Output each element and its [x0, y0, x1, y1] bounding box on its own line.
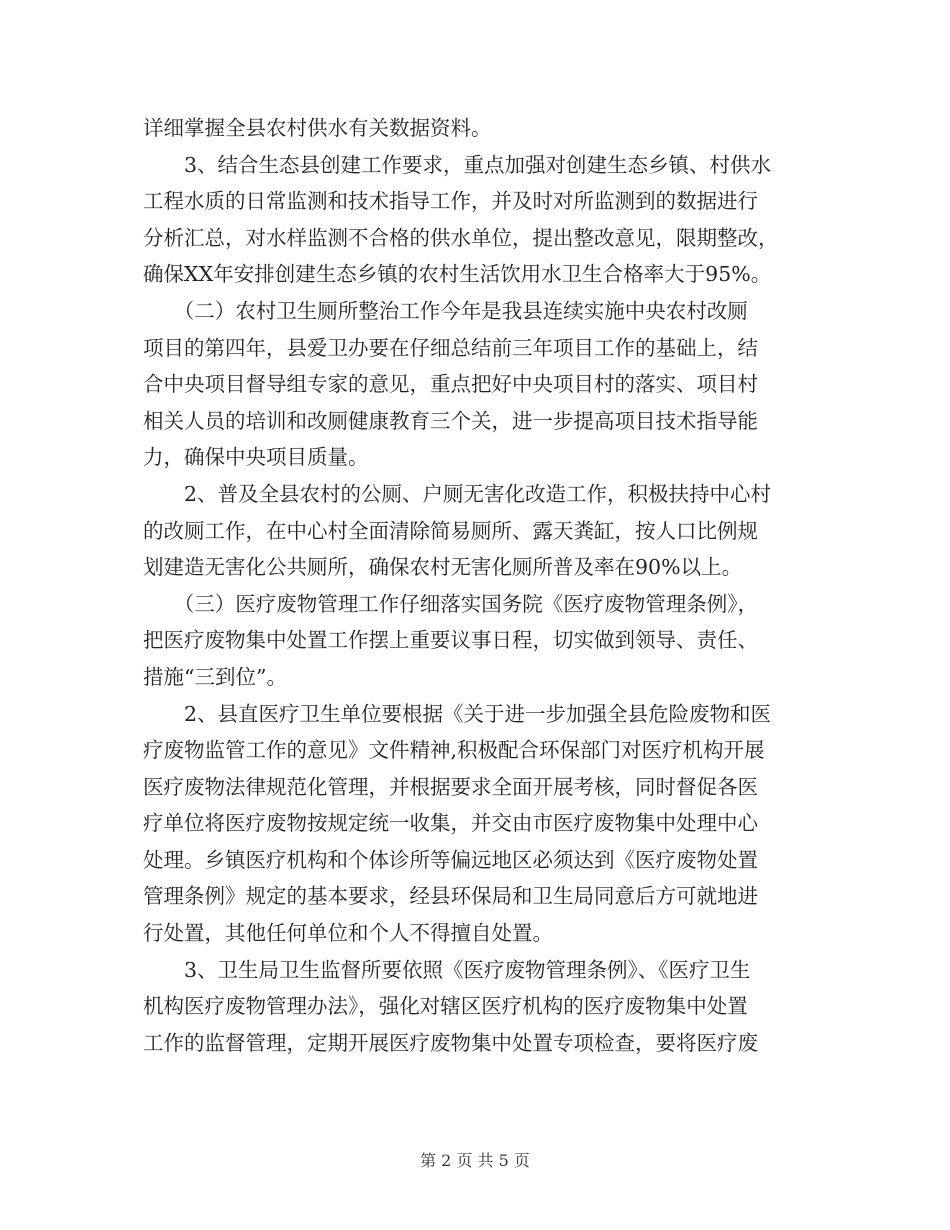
text-line: 把医疗废物集中处置工作摆上重要议事日程，切实做到领导、责任、: [143, 628, 758, 653]
text-line: （二）农村卫生厕所整治工作今年是我县连续实施中央农村改厕: [143, 298, 748, 323]
text-line: 3、结合生态县创建工作要求，重点加强对创建生态乡镇、村供水: [143, 152, 772, 177]
text-line: 项目的第四年，县爱卫办要在仔细总结前三年项目工作的基础上，结: [143, 335, 758, 360]
text-line: 工作的监督管理，定期开展医疗废物集中处置专项检查，要将医疗废: [143, 1030, 758, 1055]
text-line: 3、卫生局卫生监督所要依照《医疗废物管理条例》、《医疗卫生: [143, 957, 751, 982]
body-text: [143, 110, 803, 1061]
text-line: 管理条例》规定的基本要求，经县环保局和卫生局同意后方可就地进: [143, 884, 758, 909]
text-line: 分析汇总，对水样监测不合格的供水单位，提出整改意见，限期整改，: [143, 225, 779, 250]
text-line: （三）医疗废物管理工作仔细落实国务院《医疗废物管理条例》，: [143, 591, 758, 616]
text-line: 相关人员的培训和改厕健康教育三个关，进一步提高项目技术指导能: [143, 408, 758, 433]
text-line: 2、普及全县农村的公厕、户厕无害化改造工作，积极扶持中心村: [143, 481, 772, 506]
text-line: 2、县直医疗卫生单位要根据《关于进一步加强全县危险废物和医: [143, 701, 772, 726]
text-line: 措施“三到位”。: [143, 664, 287, 689]
text-line: 行处置，其他任何单位和个人不得擅自处置。: [143, 921, 553, 946]
text-line: 机构医疗废物管理办法》，强化对辖区医疗机构的医疗废物集中处置: [143, 994, 748, 1019]
text-line: 确保XX年安排创建生态乡镇的农村生活饮用水卫生合格率大于95%。: [143, 262, 772, 287]
text-line: 工程水质的日常监测和技术指导工作，并及时对所监测到的数据进行: [143, 189, 758, 214]
page-footer: 第 2 页 共 5 页: [420, 1151, 530, 1170]
text-line: 处理。乡镇医疗机构和个体诊所等偏远地区必须达到《医疗废物处置: [143, 847, 758, 872]
text-line: 详细掌握全县农村供水有关数据资料。: [143, 116, 492, 140]
text-line: 划建造无害化公共厕所，确保农村无害化厕所普及率在90%以上。: [143, 555, 743, 580]
text-line: 疗单位将医疗废物按规定统一收集，并交由市医疗废物集中处理中心: [143, 811, 758, 836]
text-line: 医疗废物法律规范化管理，并根据要求全面开展考核，同时督促各医: [143, 774, 758, 799]
text-line: 的改厕工作，在中心村全面清除简易厕所、露天粪缸，按人口比例规: [143, 518, 758, 543]
text-line: 疗废物监管工作的意见》文件精神,积极配合环保部门对医疗机构开展: [143, 738, 765, 763]
text-line: 合中央项目督导组专家的意见，重点把好中央项目村的落实、项目村: [143, 372, 758, 397]
text-line: 力，确保中央项目质量。: [143, 445, 369, 470]
